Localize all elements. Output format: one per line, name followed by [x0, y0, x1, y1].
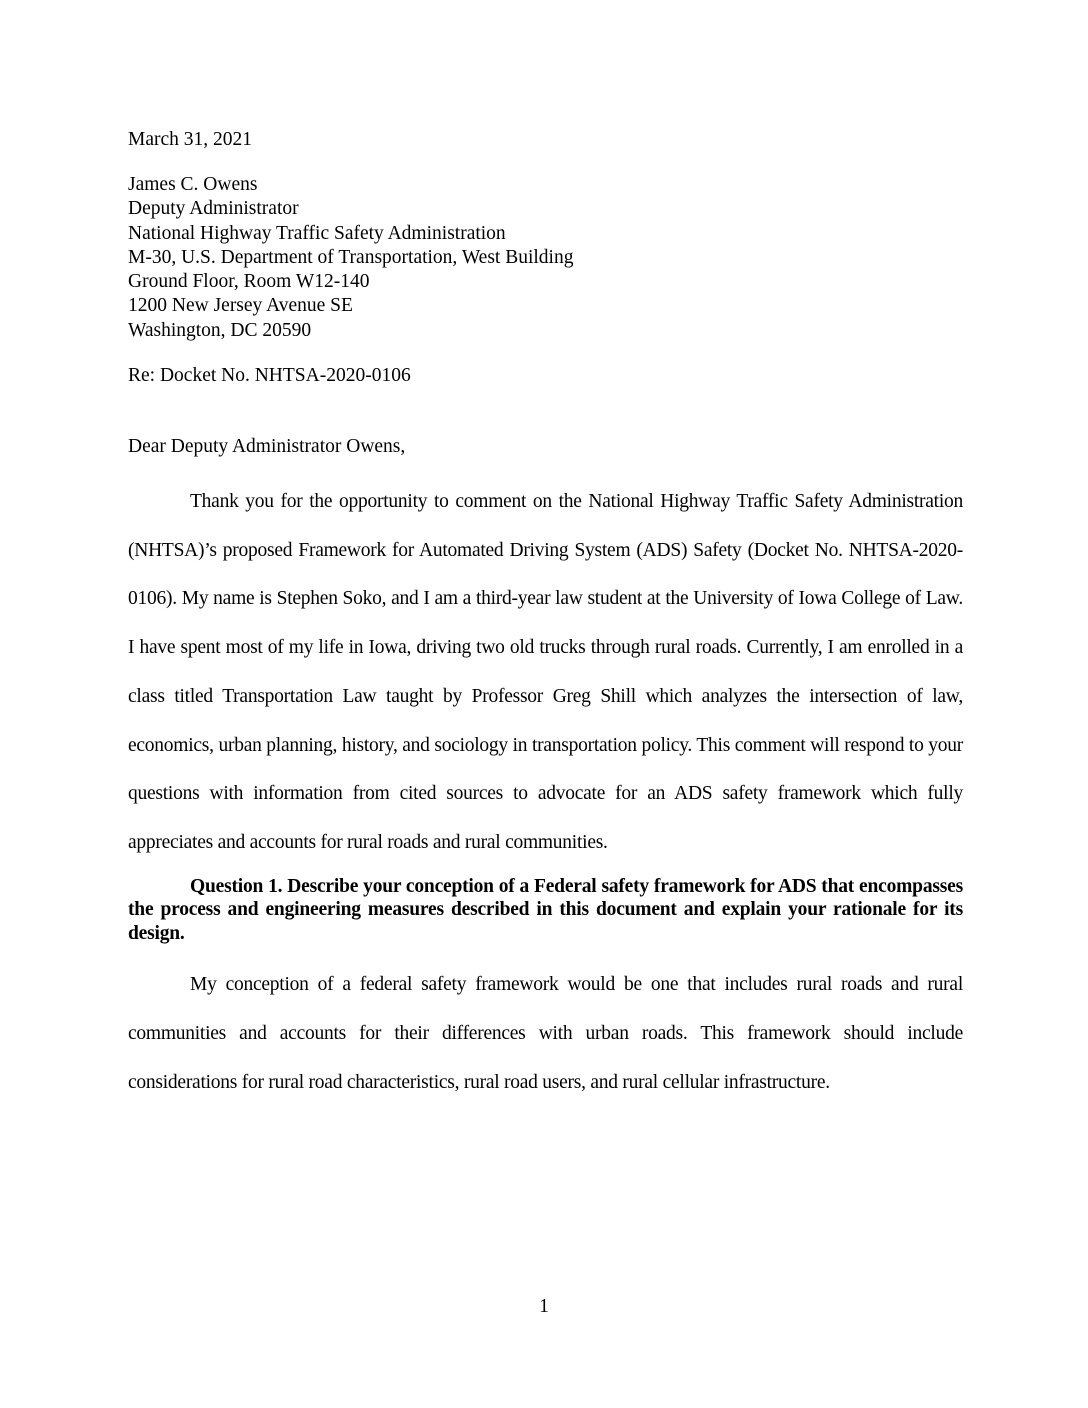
- re-line: Re: Docket No. NHTSA-2020-0106: [128, 365, 411, 387]
- recipient-address: [128, 173, 963, 343]
- salutation: Dear Deputy Administrator Owens,: [128, 436, 406, 458]
- address-line: National Highway Traffic Safety Administration: [128, 222, 506, 244]
- intro-paragraph: Thank you for the opportunity to comment on the National Highway Traffic Safety Administration (NHTSA)’s proposed Framework for Automated Driving System (ADS) Safety (Docket No. NHTSA-2020-0106). My name is Stephen Soko, and I am a third-year law student at the University of Iowa College of Law. I have spent most of my life in Iowa, driving two old trucks through rural roads. Currently, I am enrolled in a class titled Transportation Law taught by Professor Greg Shill which analyzes the intersection of law, economics, urban planning, history, and sociology in transportation policy. This comment will respond to your questions with information from cited sources to advocate for an ADS safety framework which fully appreciates and accounts for rural roads and rural communities.: [128, 491, 963, 853]
- question-heading: Question 1. Describe your conception of a Federal safety framework for ADS that encompasses the process and engineering measures described in this document and explain your rationale for its design.: [128, 875, 963, 944]
- address-line: Deputy Administrator: [128, 198, 299, 220]
- letter-body: [128, 127, 963, 1107]
- page-number: 1: [539, 1296, 549, 1317]
- answer-paragraph: My conception of a federal safety framework would be one that includes rural roads and rural communities and accounts for their differences with urban roads. This framework should include considerations for rural road characteristics, rural road users, and rural cellular infrastructure.: [128, 974, 963, 1093]
- address-line: M-30, U.S. Department of Transportation, West Building: [128, 246, 574, 268]
- address-line: Washington, DC 20590: [128, 319, 312, 341]
- address-line: James C. Owens: [128, 174, 258, 195]
- address-line: Ground Floor, Room W12-140: [128, 271, 370, 293]
- letter-date: March 31, 2021: [128, 129, 253, 150]
- address-line: 1200 New Jersey Avenue SE: [128, 295, 353, 317]
